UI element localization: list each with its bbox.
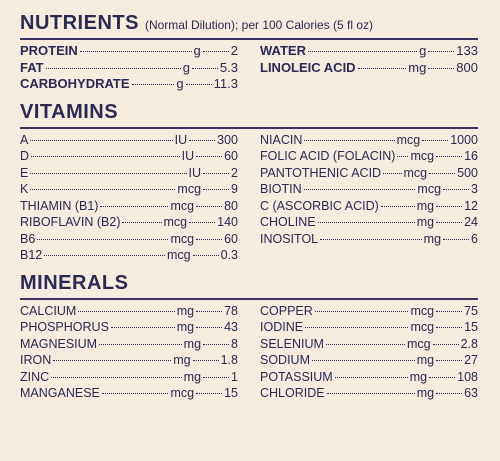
dot-leader xyxy=(335,377,408,378)
nutrients-header xyxy=(20,12,478,40)
nutrient-name: CALCIUM xyxy=(20,303,77,318)
nutrient-name: K xyxy=(20,182,29,196)
nutrient-value: 2 xyxy=(230,43,238,58)
nutrient-row xyxy=(20,336,238,353)
nutrient-value: 1 xyxy=(231,369,238,384)
nutrient-name: BIOTIN xyxy=(260,182,302,196)
nutrient-row xyxy=(20,303,238,320)
nutrient-unit: mg xyxy=(183,336,202,351)
dot-leader xyxy=(31,156,180,157)
nutrient-row xyxy=(260,198,478,215)
nutrient-name: ZINC xyxy=(20,369,50,384)
dot-leader xyxy=(436,360,462,361)
nutrient-value: 63 xyxy=(464,386,478,400)
nutrient-value: 15 xyxy=(224,386,238,400)
nutrients-grid xyxy=(20,40,478,93)
nutrient-value: 800 xyxy=(456,59,478,75)
nutrient-row xyxy=(20,198,238,215)
dot-leader xyxy=(196,239,222,240)
nutrient-unit: mg xyxy=(416,198,435,213)
dot-leader xyxy=(196,327,222,328)
nutrient-unit: mg xyxy=(416,215,435,229)
nutrient-row xyxy=(20,369,238,386)
dot-leader xyxy=(203,173,229,174)
nutrient-row xyxy=(20,247,238,264)
dot-leader xyxy=(189,140,215,141)
dot-leader xyxy=(305,327,408,328)
nutrient-unit: mg xyxy=(408,59,427,75)
nutrient-name: CARBOHYDRATE xyxy=(20,76,130,91)
nutrient-value: 60 xyxy=(224,231,238,246)
dot-leader xyxy=(436,393,462,394)
nutrient-unit: mcg xyxy=(396,132,421,147)
nutrient-unit: mcg xyxy=(410,320,435,334)
dot-leader xyxy=(443,239,469,240)
dot-leader xyxy=(196,206,222,207)
dot-leader xyxy=(315,311,409,312)
nutrient-row xyxy=(260,214,478,231)
nutrient-row xyxy=(260,303,478,320)
dot-leader xyxy=(192,68,218,69)
nutrient-row xyxy=(20,181,238,198)
nutrient-row xyxy=(260,319,478,336)
dot-leader xyxy=(397,156,408,157)
dot-leader xyxy=(44,255,165,256)
nutrient-unit: mcg xyxy=(166,248,191,262)
nutrient-row xyxy=(20,319,238,336)
nutrient-row xyxy=(20,76,238,93)
vitamins-title: VITAMINS xyxy=(20,101,478,129)
dot-leader xyxy=(327,393,415,394)
nutrient-name: RIBOFLAVIN (B2) xyxy=(20,215,121,229)
minerals-section xyxy=(20,272,478,402)
dot-leader xyxy=(304,189,416,190)
nutrient-name: COPPER xyxy=(260,303,313,318)
dot-leader xyxy=(422,140,448,141)
nutrient-value: 9 xyxy=(231,182,238,196)
nutrient-name: FOLIC ACID (FOLACIN) xyxy=(260,149,396,163)
nutrient-unit: mg xyxy=(416,386,435,400)
nutrient-unit: g xyxy=(176,76,184,91)
dot-leader xyxy=(30,189,175,190)
dot-leader xyxy=(203,51,229,52)
nutrient-name: POTASSIUM xyxy=(260,369,333,384)
nutrient-name: CHOLINE xyxy=(260,215,316,229)
nutrient-unit: g xyxy=(419,43,427,58)
nutrient-unit: mg xyxy=(173,353,191,367)
nutrient-value: 500 xyxy=(457,165,478,180)
nutrient-name: PHOSPHORUS xyxy=(20,320,109,334)
vitamins-right-column xyxy=(260,132,478,264)
minerals-right-column xyxy=(260,303,478,402)
nutrient-unit: mcg xyxy=(170,386,195,400)
dot-leader xyxy=(111,327,175,328)
nutrient-value: 6 xyxy=(471,231,478,246)
nutrient-value: 12 xyxy=(464,198,478,213)
nutrient-unit: g xyxy=(193,43,201,58)
dot-leader xyxy=(196,393,222,394)
nutrient-value: 108 xyxy=(457,369,478,384)
nutrient-value: 8 xyxy=(231,336,238,351)
nutrient-value: 2 xyxy=(231,165,238,180)
nutrient-value: 43 xyxy=(224,320,238,334)
nutrient-name: SODIUM xyxy=(260,353,310,367)
nutrient-name: LINOLEIC ACID xyxy=(260,59,356,75)
nutrient-value: 78 xyxy=(224,303,238,318)
nutrient-name: C (ASCORBIC ACID) xyxy=(260,198,379,213)
nutrients-subtitle: (Normal Dilution); per 100 Calories (5 fl oz) xyxy=(144,18,374,32)
nutrient-unit: mcg xyxy=(406,336,431,351)
dot-leader xyxy=(436,156,462,157)
dot-leader xyxy=(30,140,172,141)
nutrient-name: IRON xyxy=(20,353,52,367)
dot-leader xyxy=(436,222,462,223)
nutrients-title: NUTRIENTS xyxy=(20,12,139,34)
dot-leader xyxy=(383,173,401,174)
nutrient-row xyxy=(260,385,478,402)
dot-leader xyxy=(381,206,415,207)
nutrient-row xyxy=(260,132,478,149)
nutrient-value: 75 xyxy=(464,303,478,318)
nutrient-name: WATER xyxy=(260,43,306,58)
nutrient-row xyxy=(260,369,478,386)
dot-leader xyxy=(196,311,222,312)
dot-leader xyxy=(326,344,405,345)
nutrient-row xyxy=(260,231,478,248)
nutrient-name: IODINE xyxy=(260,320,304,334)
nutrient-row xyxy=(20,165,238,182)
dot-leader xyxy=(429,377,455,378)
dot-leader xyxy=(37,239,168,240)
dot-leader xyxy=(433,344,459,345)
nutrient-unit: mcg xyxy=(163,215,188,229)
nutrient-row xyxy=(20,43,238,60)
nutrient-unit: mg xyxy=(409,369,428,384)
nutrient-unit: mg xyxy=(416,353,435,367)
nutrient-value: 11.3 xyxy=(213,76,238,91)
nutrient-name: MAGNESIUM xyxy=(20,336,98,351)
nutrient-unit: mcg xyxy=(410,303,435,318)
dot-leader xyxy=(193,255,219,256)
nutrient-row xyxy=(20,132,238,149)
dot-leader xyxy=(189,222,215,223)
nutrient-unit: mg xyxy=(176,303,195,318)
nutrient-unit: mg xyxy=(183,369,202,384)
nutrient-row xyxy=(260,352,478,369)
vitamins-left-column xyxy=(20,132,238,264)
nutrient-row xyxy=(260,148,478,165)
nutrient-row xyxy=(260,181,478,198)
nutrient-unit: IU xyxy=(188,165,202,180)
dot-leader xyxy=(102,393,169,394)
nutrient-value: 5.3 xyxy=(219,59,238,75)
nutrient-unit: IU xyxy=(181,149,195,163)
nutrient-value: 16 xyxy=(464,149,478,163)
dot-leader xyxy=(312,360,415,361)
dot-leader xyxy=(30,173,186,174)
nutrient-row xyxy=(20,352,238,369)
nutrient-row xyxy=(20,148,238,165)
nutrient-name: CHLORIDE xyxy=(260,386,325,400)
nutrient-row xyxy=(20,385,238,402)
dot-leader xyxy=(132,84,175,85)
minerals-title: MINERALS xyxy=(20,272,478,300)
nutrients-right-column xyxy=(260,43,478,93)
nutrient-unit: IU xyxy=(174,132,188,147)
nutrient-value: 15 xyxy=(464,320,478,334)
dot-leader xyxy=(203,377,229,378)
nutrient-value: 3 xyxy=(471,182,478,196)
nutrient-name: THIAMIN (B1) xyxy=(20,198,99,213)
nutrient-row xyxy=(20,60,238,77)
nutrient-unit: mcg xyxy=(403,165,428,180)
nutrient-value: 1.8 xyxy=(220,353,238,367)
nutrient-value: 24 xyxy=(464,215,478,229)
dot-leader xyxy=(429,173,455,174)
nutrient-unit: mcg xyxy=(177,182,202,196)
nutrient-unit: mcg xyxy=(410,149,435,163)
nutrient-value: 60 xyxy=(224,149,238,163)
nutrient-value: 1000 xyxy=(450,132,478,147)
dot-leader xyxy=(53,360,171,361)
dot-leader xyxy=(186,84,212,85)
nutrients-left-column xyxy=(20,43,238,93)
nutrient-name: PANTOTHENIC ACID xyxy=(260,165,382,180)
dot-leader xyxy=(436,206,462,207)
dot-leader xyxy=(304,140,394,141)
minerals-grid xyxy=(20,300,478,402)
nutrient-row xyxy=(20,231,238,248)
dot-leader xyxy=(80,51,192,52)
nutrient-unit: mcg xyxy=(170,198,195,213)
dot-leader xyxy=(436,327,462,328)
nutrient-unit: mcg xyxy=(170,231,195,246)
dot-leader xyxy=(436,311,462,312)
nutrient-row xyxy=(260,165,478,182)
nutrient-name: NIACIN xyxy=(260,132,303,147)
dot-leader xyxy=(122,222,161,223)
nutrient-value: 2.8 xyxy=(460,336,478,351)
dot-leader xyxy=(320,239,422,240)
nutrient-name: B12 xyxy=(20,248,43,262)
dot-leader xyxy=(203,189,229,190)
vitamins-section xyxy=(20,101,478,264)
dot-leader xyxy=(203,344,229,345)
dot-leader xyxy=(51,377,182,378)
dot-leader xyxy=(443,189,469,190)
nutrient-name: MANGANESE xyxy=(20,386,100,400)
dot-leader xyxy=(358,68,407,69)
dot-leader xyxy=(428,51,454,52)
nutrient-name: SELENIUM xyxy=(260,336,324,351)
nutrient-value: 0.3 xyxy=(220,248,238,262)
nutrient-unit: mg xyxy=(176,320,195,334)
dot-leader xyxy=(428,68,454,69)
nutrient-row xyxy=(260,60,478,77)
nutrient-value: 27 xyxy=(464,353,478,367)
dot-leader xyxy=(99,344,182,345)
dot-leader xyxy=(308,51,417,52)
nutrient-value: 300 xyxy=(217,132,238,147)
dot-leader xyxy=(46,68,181,69)
nutrient-row xyxy=(260,43,478,60)
nutrient-value: 133 xyxy=(456,43,478,58)
nutrient-name: INOSITOL xyxy=(260,231,319,246)
dot-leader xyxy=(193,360,219,361)
nutrient-name: E xyxy=(20,165,29,180)
nutrient-name: B6 xyxy=(20,231,36,246)
nutrient-value: 140 xyxy=(217,215,238,229)
nutrient-name: D xyxy=(20,149,30,163)
minerals-left-column xyxy=(20,303,238,402)
vitamins-grid xyxy=(20,129,478,264)
nutrient-name: A xyxy=(20,132,29,147)
dot-leader xyxy=(318,222,415,223)
nutrient-row xyxy=(260,336,478,353)
nutrient-name: PROTEIN xyxy=(20,43,78,58)
nutrient-unit: mcg xyxy=(417,182,442,196)
nutrient-value: 80 xyxy=(224,198,238,213)
nutrient-row xyxy=(20,214,238,231)
nutrient-unit: g xyxy=(182,59,190,75)
nutrient-name: FAT xyxy=(20,59,44,75)
dot-leader xyxy=(100,206,168,207)
nutrient-unit: mg xyxy=(423,231,442,246)
dot-leader xyxy=(196,156,222,157)
dot-leader xyxy=(78,311,174,312)
